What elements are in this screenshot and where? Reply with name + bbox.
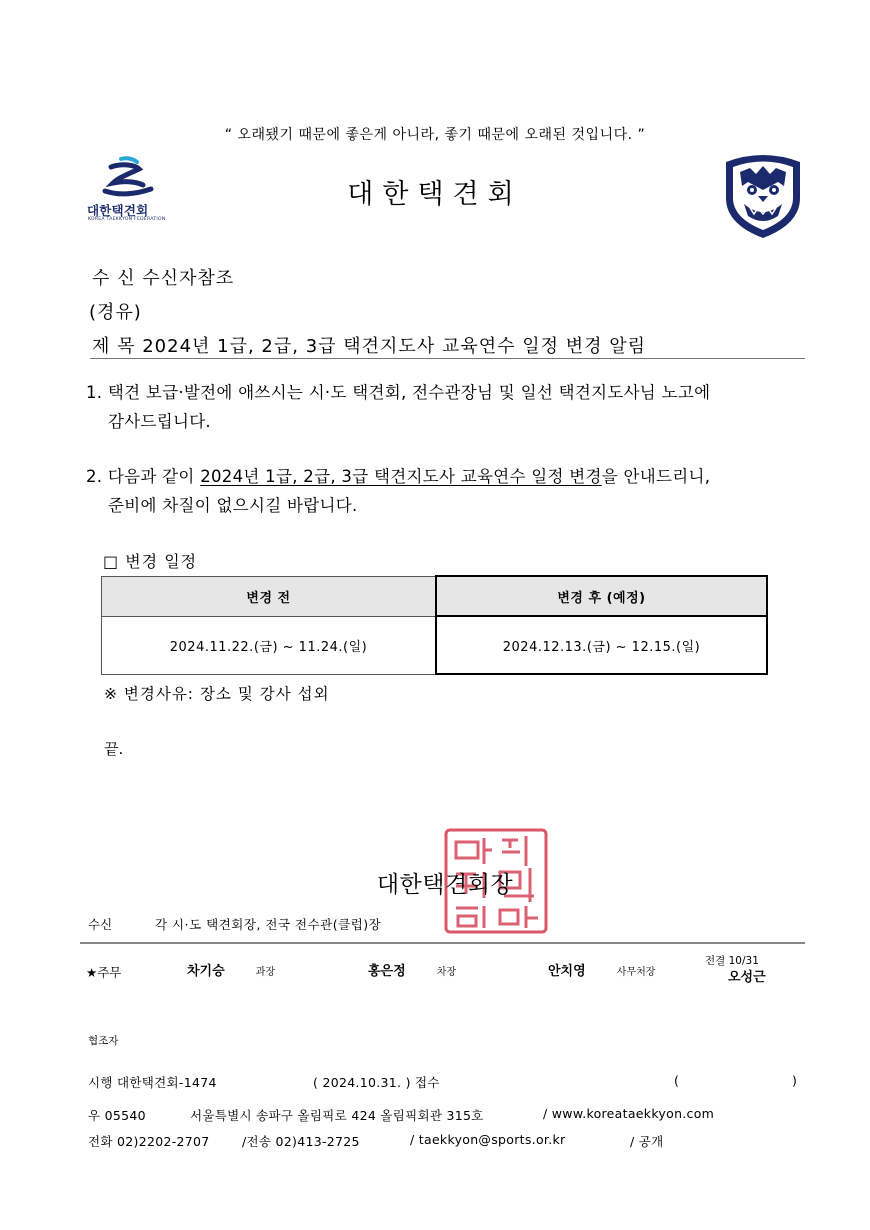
sender-title: 대한택견회장 — [376, 872, 514, 898]
enforcement-number: 시행 대한택견회-1474 — [88, 1075, 217, 1090]
date-before: 2024.11.22.(금) ~ 11.24.(일) — [102, 616, 437, 674]
footer-divider — [80, 942, 805, 944]
approver-2 — [368, 960, 456, 979]
date-after: 2024.12.13.(금) ~ 12.15.(일) — [436, 616, 767, 674]
recipients-value: 각 시·도 택견회장, 전국 전수관(클럽)장 — [155, 917, 382, 932]
header-divider — [90, 358, 805, 359]
change-reason: ※ 변경사유: 장소 및 강사 섭외 — [104, 685, 330, 703]
header-after: 변경 후 (예정) — [436, 576, 767, 616]
email-link[interactable]: / taekkyon@sports.or.kr — [410, 1132, 566, 1147]
paragraph-2-suffix: 을 안내드리니, — [601, 467, 711, 486]
address: 서울특별시 송파구 올림픽로 424 올림픽회관 315호 — [190, 1108, 484, 1123]
approver-2-name: 홍은정 — [368, 964, 406, 979]
approver-3 — [548, 960, 655, 979]
disclosure-status: / 공개 — [630, 1134, 664, 1149]
table-header-row — [102, 576, 768, 616]
subject-line: 제 목 2024년 1급, 2급, 3급 택견지도사 교육연수 일정 변경 알림 — [92, 336, 646, 357]
postcode: 우 05540 — [88, 1108, 146, 1123]
approver-3-name: 안치영 — [548, 964, 586, 979]
enforcement-date: ( 2024.10.31. ) 접수 — [313, 1075, 440, 1090]
header-before: 변경 전 — [102, 576, 437, 616]
approver-3-rank: 사무처장 — [616, 967, 656, 978]
approver-1-name: 차기승 — [187, 964, 225, 979]
receipt-paren-open: ( — [674, 1073, 680, 1088]
final-approval-label: 전결 10/31 — [705, 955, 759, 967]
receipt-paren-close: ) — [792, 1073, 798, 1088]
paragraph-1-line-1: 1. 택견 보급·발전에 애쓰시는 시·도 택견회, 전수관장님 및 일선 택견지도사님 노고에 — [86, 383, 711, 402]
recipient-line: 수 신 수신자참조 — [92, 268, 235, 289]
website-link[interactable]: / www.koreataekkyon.com — [543, 1106, 715, 1121]
via-line: (경유) — [89, 302, 142, 323]
approver-1 — [187, 960, 275, 979]
final-approver-name: 오성근 — [728, 970, 766, 985]
table-row — [102, 616, 768, 674]
motto: “ 오래됐기 때문에 좋은게 아니라, 좋기 때문에 오래된 것입니다. ” — [224, 127, 646, 143]
paragraph-2-prefix: 2. 다음과 같이 — [86, 467, 201, 486]
telephone: 전화 02)2202-2707 — [88, 1134, 210, 1149]
recipients-label: 수신 — [88, 917, 113, 932]
paragraph-1-line-2: 감사드립니다. — [108, 412, 211, 431]
schedule-table — [101, 575, 768, 675]
approval-lead: ★주무 — [86, 965, 122, 980]
mask-shield-emblem-icon — [720, 150, 806, 240]
paragraph-2-line-2: 준비에 차질이 없으시길 바랍니다. — [108, 496, 358, 515]
fax: /전송 02)413-2725 — [242, 1134, 360, 1149]
approver-1-rank: 과장 — [255, 967, 276, 978]
paragraph-2-highlight: 2024년 1급, 2급, 3급 택견지도사 교육연수 일정 변경 — [200, 467, 602, 486]
paragraph-2-line-1 — [86, 467, 710, 487]
logo-name-en: KOREA TAEKKYON FEDERATION — [88, 217, 166, 222]
end-mark: 끝. — [104, 740, 124, 758]
schedule-label: □ 변경 일정 — [103, 552, 198, 571]
cooperator-label: 협조자 — [88, 1035, 119, 1047]
approver-2-rank: 차장 — [436, 967, 457, 978]
org-title: 대한택견회 — [347, 179, 523, 210]
logo-name-kr: 대한택견회 — [87, 203, 149, 218]
